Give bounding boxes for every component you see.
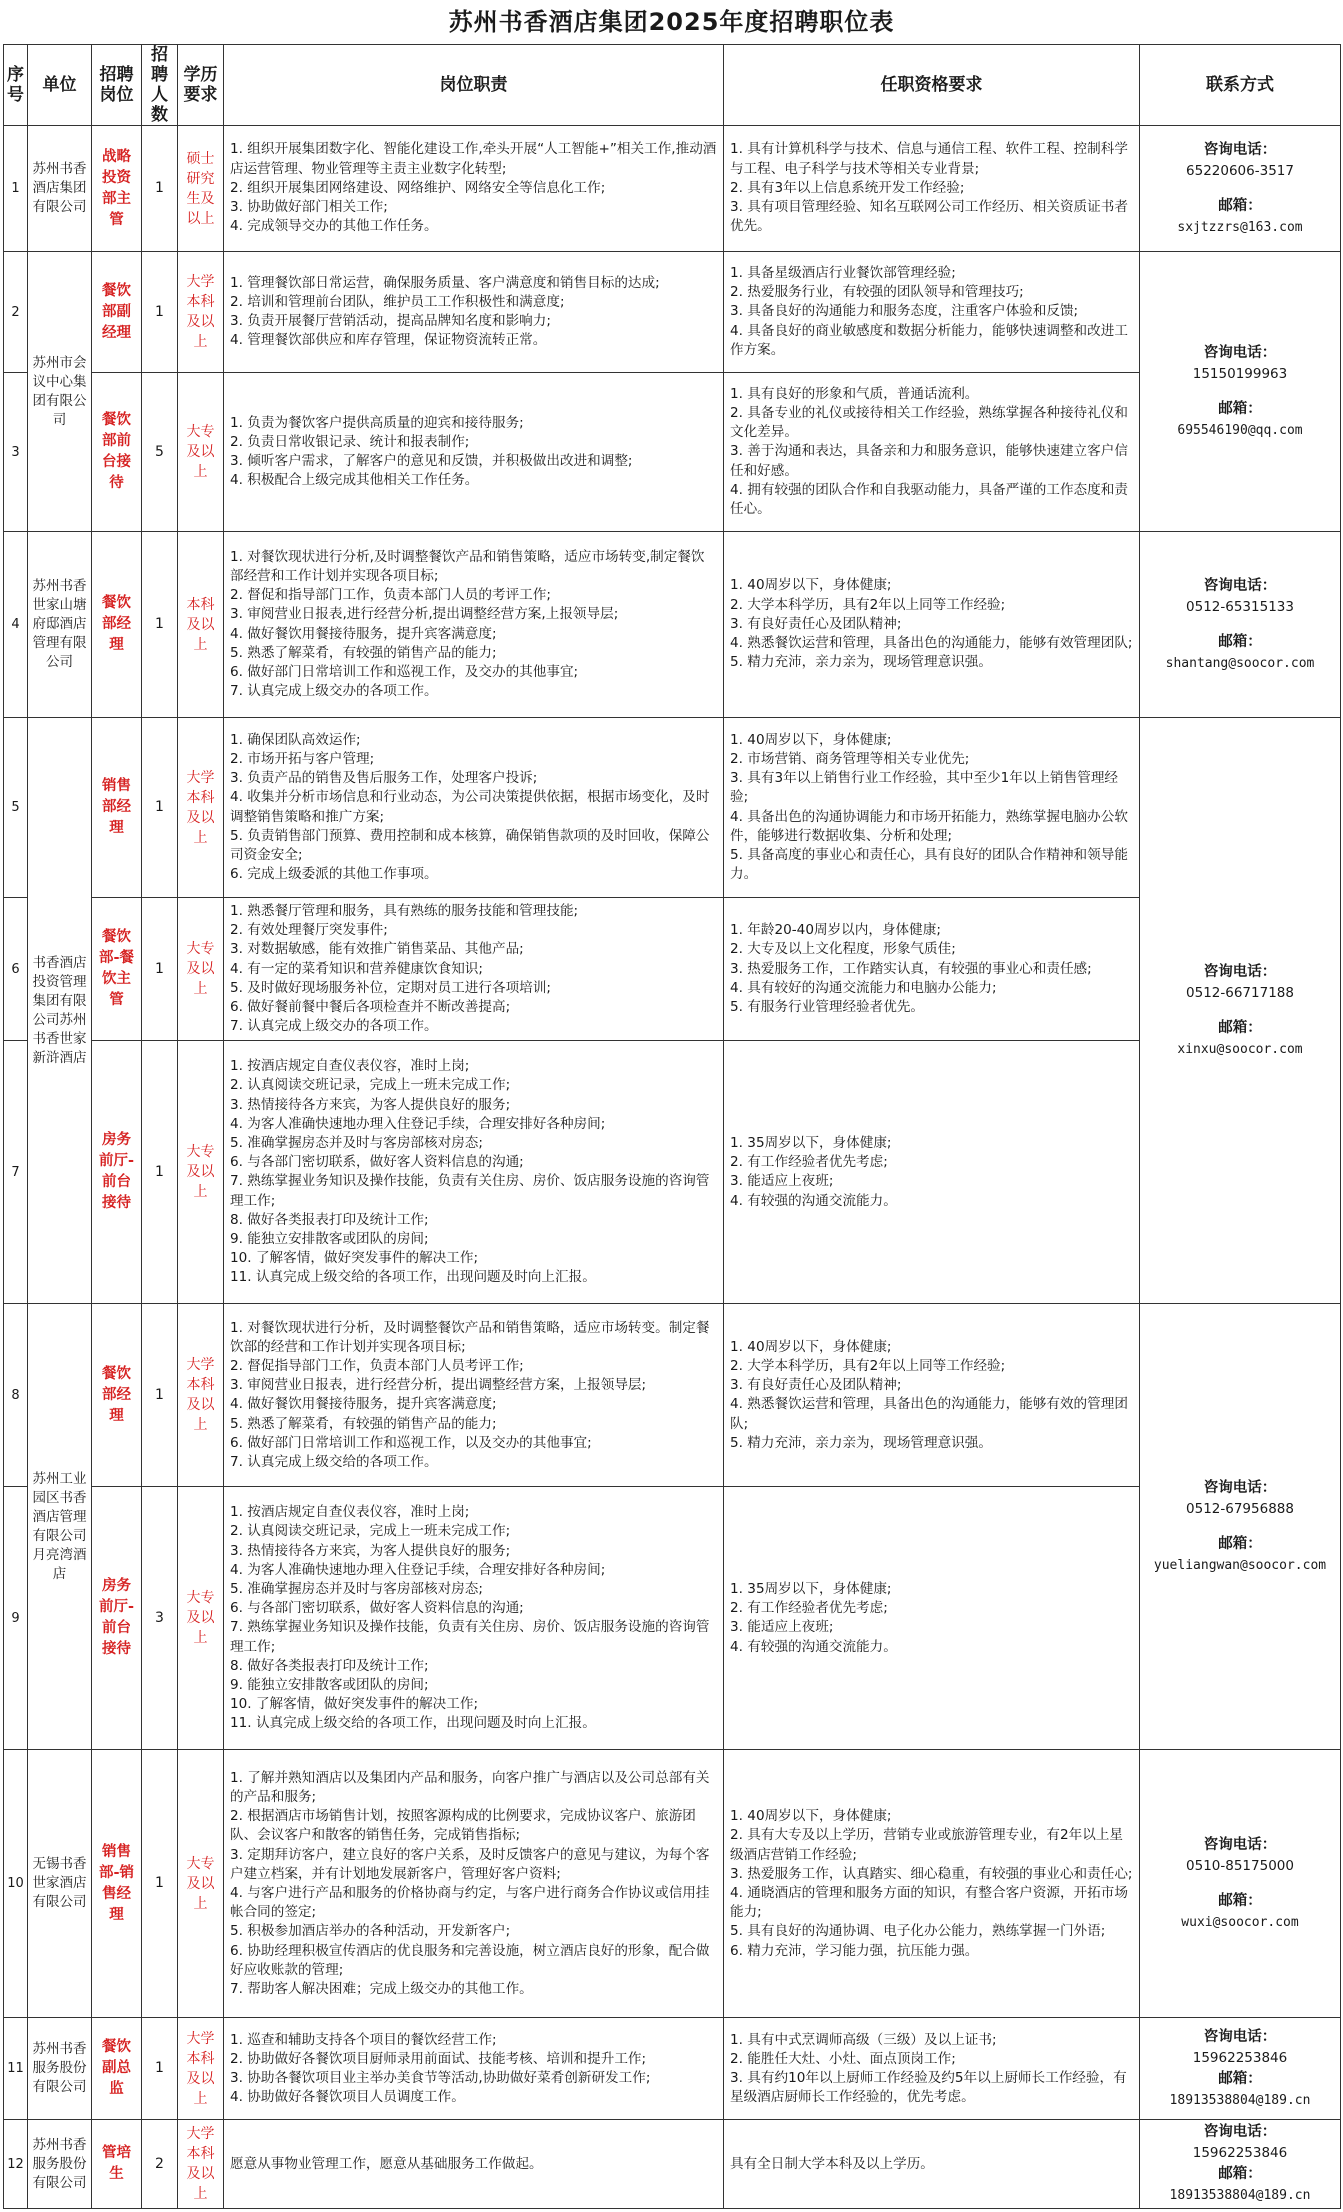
duty-item: 1. 了解并熟知酒店以及集团内产品和服务，向客户推广与酒店以及公司总部有关的产品和服务;	[230, 1769, 710, 1805]
duty-item: 6. 做好部门日常培训工作和巡视工作，及交办的其他事宜;	[230, 663, 579, 680]
requirement-item: 3. 具备良好的沟通能力和服务态度，注重客户体验和反馈;	[730, 303, 1079, 320]
phone-label: 咨询电话：	[1203, 963, 1277, 980]
duty-item: 5. 及时做好现场服务补位，定期对员工进行各项培训;	[230, 979, 551, 996]
unit-name: 苏州书香世家山塘府邸酒店管理有限公司	[28, 532, 92, 718]
phone-number: 0510-85175000	[1186, 1857, 1294, 1874]
duty-item: 4. 积极配合上级完成其他相关工作任务。	[230, 472, 479, 489]
row-number: 4	[4, 532, 28, 718]
spacer	[1144, 1877, 1336, 1891]
duty-item: 9. 能独立安排散客或团队的房间;	[230, 1231, 429, 1248]
requirement-item: 2. 热爱服务行业，有较强的团队领导和管理技巧;	[730, 284, 1024, 301]
requirement-item: 4. 有较强的沟通交流能力。	[730, 1192, 897, 1209]
duty-item: 1. 按酒店规定自查仪表仪容，准时上岗;	[230, 1058, 470, 1075]
job-table	[3, 44, 1341, 2209]
position-title: 房务前厅-前台接待	[92, 1041, 142, 1304]
email-label: 邮箱：	[1218, 1892, 1262, 1909]
header-seq: 序号	[4, 45, 28, 126]
email-address: sxjtzzrs@163.com	[1177, 219, 1303, 235]
header-contact: 联系方式	[1140, 45, 1341, 126]
duty-item: 7. 熟练掌握业务知识及操作技能，负责有关住房、房价、饭店服务设施的咨询管理工作;	[230, 1173, 710, 1209]
row-number: 11	[4, 2018, 28, 2120]
contact-info	[1140, 2018, 1341, 2120]
table-row	[4, 718, 1341, 898]
position-title: 战略投资部主管	[92, 126, 142, 252]
hire-count: 1	[142, 898, 178, 1041]
duties-list	[224, 373, 724, 532]
duty-item: 2. 培训和管理前台团队，维护员工工作积极性和满意度;	[230, 293, 565, 310]
duty-item: 11. 认真完成上级交给的各项工作，出现问题及时向上汇报。	[230, 1715, 596, 1732]
education-requirement: 大学本科及以上	[178, 718, 224, 898]
duties-list	[224, 2120, 724, 2209]
duty-item: 1. 确保团队高效运作;	[230, 731, 361, 748]
phone-number: 0512-67956888	[1186, 1500, 1294, 1517]
education-requirement: 大专及以上	[178, 1041, 224, 1304]
email-address: xinxu@soocor.com	[1177, 1041, 1303, 1057]
duties-list	[224, 1304, 724, 1487]
phone-label: 咨询电话：	[1203, 2028, 1277, 2045]
duty-item: 7. 认真完成上级交给的各项工作。	[230, 1454, 438, 1471]
row-number: 8	[4, 1304, 28, 1487]
duty-item: 2. 根据酒店市场销售计划，按照客源构成的比例要求，完成协议客户、旅游团队、会议客户和散客的销售任务，完成销售指标;	[230, 1808, 696, 1844]
duty-item: 3. 热情接待各方来宾，为客人提供良好的服务;	[230, 1542, 511, 1559]
unit-name: 书香酒店投资管理集团有限公司苏州书香世家新浒酒店	[28, 718, 92, 1304]
requirement-item: 3. 能适应上夜班;	[730, 1619, 834, 1636]
duty-item: 6. 做好餐前餐中餐后各项检查并不断改善提高;	[230, 999, 511, 1016]
duty-item: 8. 做好各类报表打印及统计工作;	[230, 1657, 429, 1674]
spacer	[1144, 618, 1336, 632]
hire-count: 1	[142, 1304, 178, 1487]
unit-name: 苏州书香服务股份有限公司	[28, 2120, 92, 2209]
email-address: shantang@soocor.com	[1165, 655, 1315, 671]
requirement-item: 3. 善于沟通和表达，具备亲和力和服务意识，能够快速建立客户信任和好感。	[730, 443, 1128, 479]
requirement-item: 4. 具有较好的沟通交流能力和电脑办公能力;	[730, 979, 997, 996]
duty-item: 1. 组织开展集团数字化、智能化建设工作,牵头开展“人工智能+”相关工作,推动酒店运营管理、物业管理等主责主业数字化转型;	[230, 141, 717, 177]
requirements-list	[724, 1041, 1140, 1304]
duty-item: 9. 能独立安排散客或团队的房间;	[230, 1677, 429, 1694]
requirement-item: 4. 具备良好的商业敏感度和数据分析能力，能够快速调整和改进工作方案。	[730, 322, 1128, 358]
education-requirement: 大学本科及以上	[178, 1304, 224, 1487]
phone-label: 咨询电话：	[1203, 577, 1277, 594]
page-title: 苏州书香酒店集团2025年度招聘职位表	[448, 8, 895, 36]
education-requirement: 大专及以上	[178, 1750, 224, 2018]
requirement-item: 3. 具有约10年以上厨师工作经验及约5年以上厨师长工作经验，有星级酒店厨师长工作经验的，优先考虑。	[730, 2069, 1127, 2106]
row-number: 10	[4, 1750, 28, 2018]
education-requirement: 大学本科及以上	[178, 2120, 224, 2209]
contact-info	[1140, 718, 1341, 1304]
requirement-item: 4. 拥有较强的团队合作和自我驱动能力，具备严谨的工作态度和责任心。	[730, 481, 1128, 517]
requirement-item: 2. 有工作经验者优先考虑;	[730, 1154, 888, 1171]
requirement-item: 1. 具有良好的形象和气质，普通话流利。	[730, 385, 979, 402]
email-label: 邮箱：	[1218, 633, 1262, 650]
requirement-item: 2. 具有3年以上信息系统开发工作经验;	[730, 179, 965, 196]
table-row	[4, 2120, 1341, 2209]
table-row	[4, 1750, 1341, 2018]
requirement-item: 1. 具备星级酒店行业餐饮部管理经验;	[730, 264, 956, 281]
requirement-item: 2. 大学本科学历，具有2年以上同等工作经验;	[730, 596, 1006, 613]
table-row	[4, 252, 1341, 373]
education-requirement: 大学本科及以上	[178, 252, 224, 373]
education-requirement: 本科及以上	[178, 532, 224, 718]
duty-item: 2. 负责日常收银记录、统计和报表制作;	[230, 433, 470, 450]
duties-list	[224, 898, 724, 1041]
duty-item: 4. 为客人准确快速地办理入住登记手续，合理安排好各种房间;	[230, 1115, 606, 1132]
phone-label: 咨询电话：	[1203, 1836, 1277, 1853]
duty-item: 8. 做好各类报表打印及统计工作;	[230, 1211, 429, 1228]
spacer	[1144, 385, 1336, 399]
email-label: 邮箱：	[1218, 400, 1262, 417]
phone-label: 咨询电话：	[1203, 344, 1277, 361]
requirements-list	[724, 1750, 1140, 2018]
header-duties: 岗位职责	[224, 45, 724, 126]
duty-item: 2. 督促指导部门工作，负责本部门人员考评工作;	[230, 1358, 524, 1375]
duty-item: 3. 倾听客户需求，了解客户的意见和反馈，并积极做出改进和调整;	[230, 453, 633, 469]
duty-item: 4. 收集并分析市场信息和行业动态，为公司决策提供依据，根据市场变化，及时调整销售策略和推广方案;	[230, 789, 710, 825]
position-title: 房务前厅-前台接待	[92, 1487, 142, 1750]
requirements-list	[724, 373, 1140, 532]
duty-item: 4. 管理餐饮部供应和库存管理，保证物资流转正常。	[230, 332, 547, 349]
duty-item: 1. 对餐饮现状进行分析,及时调整餐饮产品和销售策略，适应市场转变,制定餐饮部经营和工作计划并实现各项目标;	[230, 548, 705, 584]
duty-item: 7. 认真完成上级交办的各项工作。	[230, 683, 438, 700]
email-address: 18913538804@189.cn	[1169, 2188, 1311, 2204]
hire-count: 2	[142, 2120, 178, 2209]
duty-item: 1. 巡查和辅助支持各个项目的餐饮经营工作;	[230, 2031, 497, 2048]
duty-item: 4. 与客户进行产品和服务的价格协商与约定，与客户进行商务合作协议或信用挂帐合同的签定;	[230, 1884, 710, 1921]
phone-number: 65220606-3517	[1186, 162, 1294, 179]
duty-item: 4. 做好餐饮用餐接待服务，提升宾客满意度;	[230, 1396, 497, 1413]
requirement-item: 6. 精力充沛，学习能力强，抗压能力强。	[730, 1942, 979, 1959]
requirement-item: 5. 精力充沛，亲力亲为，现场管理意识强。	[730, 654, 992, 671]
phone-number: 0512-65315133	[1186, 598, 1294, 615]
duty-item: 5. 积极参加酒店举办的各种活动，开发新客户;	[230, 1923, 511, 1940]
requirement-item: 3. 具有3年以上销售行业工作经验，其中至少1年以上销售管理经验;	[730, 770, 1119, 806]
contact-info	[1140, 1304, 1341, 1750]
duty-item: 4. 有一定的菜肴知识和营养健康饮食知识;	[230, 960, 483, 977]
phone-number: 15962253846	[1192, 2049, 1288, 2066]
requirement-item: 2. 具备专业的礼仪或接待相关工作经验，熟练掌握各种接待礼仪和文化差异。	[730, 404, 1128, 441]
duty-item: 2. 认真阅读交班记录，完成上一班未完成工作;	[230, 1523, 511, 1540]
hire-count: 3	[142, 1487, 178, 1750]
duty-item: 5. 负责销售部门预算、费用控制和成本核算，确保销售款项的及时回收，保障公司资金安全;	[230, 827, 710, 863]
duty-item: 3. 负责开展餐厅营销活动，提高品牌知名度和影响力;	[230, 313, 551, 329]
row-number: 1	[4, 126, 28, 252]
header-position: 招聘岗位	[92, 45, 142, 126]
row-number: 9	[4, 1487, 28, 1750]
header-reqs: 任职资格要求	[724, 45, 1140, 126]
requirement-item: 2. 能胜任大灶、小灶、面点顶岗工作;	[730, 2050, 956, 2067]
requirement-item: 3. 热爱服务工作，认真踏实、细心稳重，有较强的事业心和责任心;	[730, 1865, 1133, 1882]
duty-item: 5. 准确掌握房态并及时与客房部核对房态;	[230, 1135, 483, 1152]
duties-list	[224, 1487, 724, 1750]
duty-item: 5. 准确掌握房态并及时与客房部核对房态;	[230, 1581, 483, 1598]
duty-item: 2. 组织开展集团网络建设、网络维护、网络安全等信息化工作;	[230, 179, 606, 196]
email-label: 邮箱：	[1218, 1535, 1262, 1552]
duties-list	[224, 126, 724, 252]
duty-item: 2. 市场开拓与客户管理;	[230, 750, 375, 767]
requirement-item: 3. 具有项目管理经验、知名互联网公司工作经历、相关资质证书者优先。	[730, 199, 1128, 235]
position-title: 餐饮部前台接待	[92, 373, 142, 532]
position-title: 餐饮部经理	[92, 532, 142, 718]
duty-item: 3. 协助做好部门相关工作;	[230, 199, 388, 216]
duty-item: 6. 与各部门密切联系，做好客人资料信息的沟通;	[230, 1600, 524, 1617]
requirement-item: 3. 有良好责任心及团队精神;	[730, 615, 902, 632]
requirement-item: 1. 35周岁以下，身体健康;	[730, 1135, 892, 1152]
requirement-item: 1. 具有计算机科学与技术、信息与通信工程、软件工程、控制科学与工程、电子科学与技术等相关专业背景;	[730, 141, 1128, 177]
requirement-item: 5. 具备高度的事业心和责任心，具有良好的团队合作精神和领导能力。	[730, 846, 1128, 883]
requirement-item: 1. 40周岁以下，身体健康;	[730, 731, 892, 748]
duties-list	[224, 1041, 724, 1304]
position-title: 销售部-销售经理	[92, 1750, 142, 2018]
duty-item: 10. 了解客情，做好突发事件的解决工作;	[230, 1250, 479, 1267]
row-number: 5	[4, 718, 28, 898]
duty-item: 2. 认真阅读交班记录，完成上一班未完成工作;	[230, 1077, 511, 1094]
unit-name: 无锡书香世家酒店有限公司	[28, 1750, 92, 2018]
requirement-item: 1. 35周岁以下，身体健康;	[730, 1581, 892, 1598]
duty-item: 2. 督促和指导部门工作，负责本部门人员的考评工作;	[230, 587, 551, 604]
unit-name: 苏州市会议中心集团有限公司	[28, 252, 92, 532]
education-requirement: 大专及以上	[178, 1487, 224, 1750]
unit-name: 苏州书香酒店集团有限公司	[28, 126, 92, 252]
requirements-list	[724, 898, 1140, 1041]
hire-count: 1	[142, 1750, 178, 2018]
requirements-list	[724, 126, 1140, 252]
duties-list	[224, 1750, 724, 2018]
phone-label: 咨询电话：	[1203, 141, 1277, 158]
duty-item: 6. 做好部门日常培训工作和巡视工作，以及交办的其他事宜;	[230, 1434, 592, 1451]
hire-count: 5	[142, 373, 178, 532]
requirements-list	[724, 2018, 1140, 2120]
requirement-item: 5. 精力充沛，亲力亲为，现场管理意识强。	[730, 1434, 992, 1451]
duty-item: 3. 对数据敏感，能有效推广销售菜品、其他产品;	[230, 941, 524, 958]
duty-item: 4. 协助做好各餐饮项目人员调度工作。	[230, 2089, 465, 2106]
table-row	[4, 2018, 1341, 2120]
contact-info	[1140, 532, 1341, 718]
header-row	[4, 45, 1341, 126]
table-row	[4, 1304, 1341, 1487]
requirement-item: 2. 有工作经验者优先考虑;	[730, 1600, 888, 1617]
duties-list	[224, 532, 724, 718]
email-label: 邮箱：	[1218, 1019, 1262, 1036]
duty-item: 1. 管理餐饮部日常运营，确保服务质量、客户满意度和销售目标的达成;	[230, 274, 660, 291]
requirement-item: 1. 40周岁以下，身体健康;	[730, 577, 892, 594]
spacer	[1144, 182, 1336, 196]
duty-item: 1. 按酒店规定自查仪表仪容，准时上岗;	[230, 1504, 470, 1521]
contact-info	[1140, 2120, 1341, 2209]
duty-item: 7. 认真完成上级交办的各项工作。	[230, 1018, 438, 1035]
requirement-item: 1. 40周岁以下，身体健康;	[730, 1338, 892, 1355]
contact-info	[1140, 1750, 1341, 2018]
unit-name: 苏州工业园区书香酒店管理有限公司月亮湾酒店	[28, 1304, 92, 1750]
requirement-item: 4. 熟悉餐饮运营和管理，具备出色的沟通能力，能够有效的管理团队;	[730, 1396, 1128, 1432]
education-requirement: 大专及以上	[178, 898, 224, 1041]
contact-info	[1140, 252, 1341, 532]
requirement-item: 2. 具有大专及以上学历，营销专业或旅游管理专业，有2年以上星级酒店营销工作经验;	[730, 1827, 1123, 1863]
requirement-item: 4. 具备出色的沟通协调能力和市场开拓能力，熟练掌握电脑办公软件，能够进行数据收集、分析和处理;	[730, 808, 1128, 844]
duty-item: 10. 了解客情，做好突发事件的解决工作;	[230, 1696, 479, 1713]
requirements-list	[724, 1487, 1140, 1750]
duty-item: 7. 帮助客人解决困难；完成上级交办的其他工作。	[230, 1980, 533, 1997]
duty-item: 3. 热情接待各方来宾，为客人提供良好的服务;	[230, 1096, 511, 1113]
email-label: 邮箱：	[1218, 2166, 1262, 2183]
requirement-item: 3. 有良好责任心及团队精神;	[730, 1377, 902, 1394]
spacer	[1144, 1520, 1336, 1534]
duty-item: 11. 认真完成上级交给的各项工作，出现问题及时向上汇报。	[230, 1269, 596, 1286]
hire-count: 1	[142, 252, 178, 373]
duty-item: 6. 完成上级委派的其他工作事项。	[230, 866, 438, 883]
education-requirement: 硕士研究生及以上	[178, 126, 224, 252]
requirements-list	[724, 532, 1140, 718]
duties-list	[224, 252, 724, 373]
duty-item: 3. 协助各餐饮项目业主举办美食节等活动,协助做好菜肴创新研发工作;	[230, 2069, 651, 2086]
position-title: 餐饮部-餐饮主管	[92, 898, 142, 1041]
requirements-list	[724, 718, 1140, 898]
requirements-list	[724, 2120, 1140, 2209]
position-title: 销售部经理	[92, 718, 142, 898]
hire-count: 1	[142, 1041, 178, 1304]
duty-item: 4. 为客人准确快速地办理入住登记手续，合理安排好各种房间;	[230, 1561, 606, 1578]
duty-item: 1. 负责为餐饮客户提供高质量的迎宾和接待服务;	[230, 414, 524, 431]
duty-item: 1. 对餐饮现状进行分析，及时调整餐饮产品和销售策略，适应市场转变。制定餐饮部的经营和工作计划并实现各项目标;	[230, 1319, 710, 1355]
requirement-item: 5. 有服务行业管理经验者优先。	[730, 999, 925, 1016]
requirement-item: 4. 熟悉餐饮运营和管理，具备出色的沟通能力，能够有效管理团队;	[730, 635, 1133, 652]
duty-item: 3. 审阅营业日报表，进行经营分析，提出调整经营方案，上报领导层;	[230, 1377, 647, 1394]
hire-count: 1	[142, 126, 178, 252]
requirement-item: 1. 具有中式烹调师高级（三级）及以上证书;	[730, 2031, 997, 2048]
row-number: 3	[4, 373, 28, 532]
email-address: yueliangwan@soocor.com	[1153, 1557, 1327, 1573]
position-title: 管培生	[92, 2120, 142, 2209]
requirements-list	[724, 252, 1140, 373]
requirement-item: 2. 大专及以上文化程度，形象气质佳;	[730, 941, 956, 958]
row-number: 7	[4, 1041, 28, 1304]
contact-info	[1140, 126, 1341, 252]
requirement-item: 2. 大学本科学历，具有2年以上同等工作经验;	[730, 1358, 1006, 1375]
requirement-item: 5. 具有良好的沟通协调、电子化办公能力，熟练掌握一门外语;	[730, 1923, 1106, 1940]
requirements-list	[724, 1304, 1140, 1487]
phone-label: 咨询电话：	[1203, 2124, 1277, 2141]
hire-count: 1	[142, 532, 178, 718]
education-requirement: 大学本科及以上	[178, 2018, 224, 2120]
duty-item: 5. 熟悉了解菜肴，有较强的销售产品的能力;	[230, 644, 497, 661]
requirement-item: 具有全日制大学本科及以上学历。	[730, 2155, 934, 2172]
phone-number: 15962253846	[1192, 2145, 1288, 2162]
duty-item: 5. 熟悉了解菜肴，有较强的销售产品的能力;	[230, 1415, 497, 1432]
row-number: 12	[4, 2120, 28, 2209]
header-unit: 单位	[28, 45, 92, 126]
hire-count: 1	[142, 718, 178, 898]
requirement-item: 2. 市场营销、商务管理等相关专业优先;	[730, 750, 970, 767]
education-requirement: 大专及以上	[178, 373, 224, 532]
header-count: 招聘人数	[142, 45, 178, 126]
duty-item: 6. 协助经理积极宣传酒店的优良服务和完善设施，树立酒店良好的形象，配合做好应收账款的管理;	[230, 1942, 710, 1978]
duty-item: 3. 负责产品的销售及售后服务工作，处理客户投诉;	[230, 770, 538, 787]
duty-item: 3. 审阅营业日报表,进行经营分析,提出调整经营方案,上报领导层;	[230, 606, 619, 623]
phone-number: 15150199963	[1192, 365, 1288, 382]
row-number: 6	[4, 898, 28, 1041]
requirement-item: 4. 通晓酒店的管理和服务方面的知识，有整合客户资源，开拓市场能力;	[730, 1884, 1128, 1921]
duties-list	[224, 718, 724, 898]
requirement-item: 4. 有较强的沟通交流能力。	[730, 1638, 897, 1655]
row-number: 2	[4, 252, 28, 373]
unit-name: 苏州书香服务股份有限公司	[28, 2018, 92, 2120]
duty-item: 愿意从事物业管理工作，愿意从基础服务工作做起。	[230, 2155, 543, 2172]
duty-item: 2. 有效处理餐厅突发事件;	[230, 922, 388, 939]
position-title: 餐饮副总监	[92, 2018, 142, 2120]
requirement-item: 3. 热爱服务工作，工作踏实认真，有较强的事业心和责任感;	[730, 960, 1092, 977]
duty-item: 1. 熟悉餐厅管理和服务，具有熟练的服务技能和管理技能;	[230, 903, 579, 919]
email-address: wuxi@soocor.com	[1181, 1914, 1299, 1930]
requirement-item: 1. 40周岁以下，身体健康;	[730, 1808, 892, 1825]
email-label: 邮箱：	[1218, 197, 1262, 214]
spacer	[1144, 1004, 1336, 1018]
phone-number: 0512-66717188	[1186, 984, 1294, 1001]
requirement-item: 1. 年龄20-40周岁以内，身体健康;	[730, 922, 941, 939]
duties-list	[224, 2018, 724, 2120]
email-address: 695546190@qq.com	[1177, 422, 1303, 438]
email-address: 18913538804@189.cn	[1169, 2092, 1311, 2108]
duty-item: 4. 做好餐饮用餐接待服务，提升宾客满意度;	[230, 625, 497, 642]
duty-item: 3. 定期拜访客户，建立良好的客户关系，及时反馈客户的意见与建议，为每个客户建立档案，并有计划地发展新客户，管理好客户资料;	[230, 1846, 710, 1882]
phone-label: 咨询电话：	[1203, 1479, 1277, 1496]
position-title: 餐饮部副经理	[92, 252, 142, 373]
header-edu: 学历要求	[178, 45, 224, 126]
duty-item: 2. 协助做好各餐饮项目厨师录用前面试、技能考核、培训和提升工作;	[230, 2050, 647, 2067]
table-row	[4, 126, 1341, 252]
table-row	[4, 532, 1341, 718]
email-label: 邮箱：	[1218, 2070, 1262, 2087]
position-title: 餐饮部经理	[92, 1304, 142, 1487]
requirement-item: 3. 能适应上夜班;	[730, 1173, 834, 1190]
duty-item: 7. 熟练掌握业务知识及操作技能，负责有关住房、房价、饭店服务设施的咨询管理工作;	[230, 1619, 710, 1655]
duty-item: 6. 与各部门密切联系，做好客人资料信息的沟通;	[230, 1154, 524, 1171]
hire-count: 1	[142, 2018, 178, 2120]
duty-item: 4. 完成领导交办的其他工作任务。	[230, 218, 438, 235]
